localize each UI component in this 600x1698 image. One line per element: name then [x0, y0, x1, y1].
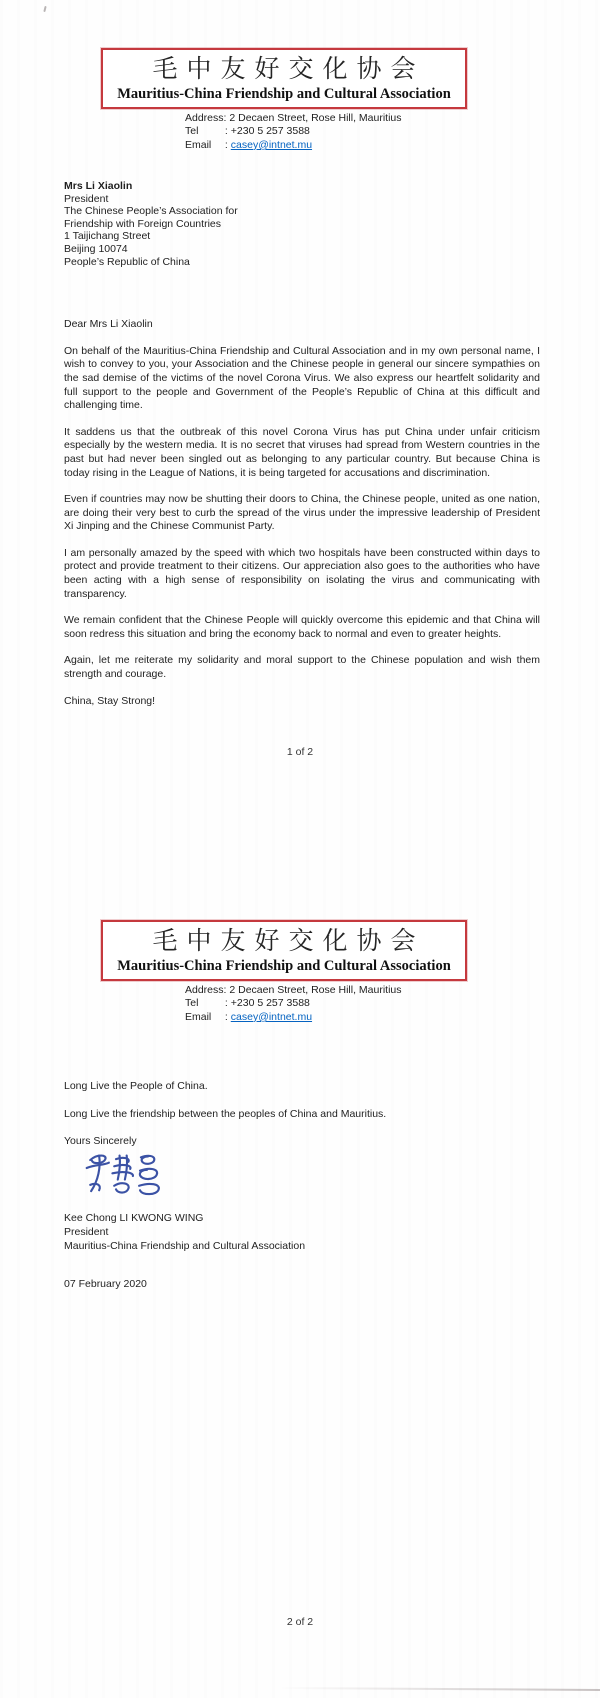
association-name-chinese: 毛中友好交化协会	[152, 927, 425, 955]
tel-value: : +230 5 257 3588	[224, 997, 310, 1010]
tel-row	[185, 997, 402, 1010]
email-row	[185, 1011, 402, 1024]
email-label: Email	[185, 1010, 212, 1023]
recipient-country: People’s Republic of China	[64, 255, 190, 268]
email-colon: :	[224, 1010, 228, 1023]
salutation: Dear Mrs Li Xiaolin	[64, 318, 153, 331]
association-letterhead	[101, 48, 467, 109]
address-row	[185, 112, 402, 125]
body-paragraph-1: On behalf of the Mauritius-China Friendship and Cultural Association and in my own personal name, I wish to convey to you, your Association and the Chinese people in general our sincere sympathies on the sad demise of the victims of the novel Corona Virus. We also express our heartfelt solidarity and full support to the people and Government of the People’s Republic of China at this difficult and challenging time.	[64, 344, 540, 412]
long-live-line-2: Long Live the friendship between the peoples of China and Mauritius.	[64, 1107, 387, 1120]
recipient-org-line-1: The Chinese People’s Association for	[64, 205, 238, 218]
page-number-1: 1 of 2	[286, 746, 314, 758]
recipient-org-line-2: Friendship with Foreign Countries	[64, 217, 221, 230]
association-name-chinese: 毛中友好交化协会	[152, 55, 425, 83]
page-number-2: 2 of 2	[286, 1616, 314, 1628]
letter-body-page-1	[64, 180, 540, 708]
email-label: Email	[185, 138, 212, 151]
address-label: Address:	[185, 984, 227, 996]
signatory-name: Kee Chong LI KWONG WING	[64, 1212, 204, 1224]
tel-label: Tel	[185, 997, 199, 1010]
recipient-title: President	[64, 192, 109, 205]
body-paragraph-4: I am personally amazed by the speed with which two hospitals have been constructed within days to protect and provide treatment to their citizens. Our appreciation also goes to the authorities who have been acting with a high sense of responsibility on isolating the virus and communicating with transparency.	[64, 546, 540, 600]
email-row	[185, 139, 402, 152]
body-paragraph-2: It saddens us that the outbreak of this novel Corona Virus has put China under unfair criticism especially by the western media. It is no secret that viruses had spread from Western countries in the past but had never been singled out as belonging to any particular country. But because China is today rising in the League of Nations, it is being targeted for accusations and discrimination.	[64, 425, 540, 479]
handwritten-signature	[84, 1146, 164, 1206]
signatory-block	[64, 1212, 305, 1253]
recipient-city: Beijing 10074	[64, 242, 128, 255]
email-colon: :	[224, 138, 228, 151]
long-live-line-1: Long Live the People of China.	[64, 1080, 208, 1092]
scan-artifact	[43, 6, 46, 12]
association-name-english: Mauritius-China Friendship and Cultural Association	[117, 958, 451, 974]
email-link[interactable]: casey@intnet.mu	[230, 1010, 313, 1023]
page-edge-shadow	[278, 1687, 600, 1691]
address-value: 2 Decaen Street, Rose Hill, Mauritius	[229, 112, 402, 124]
email-link[interactable]: casey@intnet.mu	[230, 138, 313, 151]
tel-value: : +230 5 257 3588	[224, 125, 310, 138]
signatory-title: President	[64, 1225, 109, 1238]
association-name-english: Mauritius-China Friendship and Cultural Association	[117, 86, 451, 102]
body-paragraph-5: We remain confident that the Chinese People will quickly overcome this epidemic and that China will soon redress this situation and bring the economy back to normal and even to greater heights.	[64, 614, 540, 640]
letterhead-contact-block	[185, 112, 402, 152]
recipient-address-block	[64, 180, 540, 268]
address-row	[185, 984, 402, 997]
address-label: Address:	[185, 112, 227, 124]
recipient-street: 1 Taijichang Street	[64, 230, 151, 243]
signatory-organisation: Mauritius-China Friendship and Cultural Association	[64, 1239, 306, 1252]
sign-off: Yours Sincerely	[64, 1135, 137, 1148]
body-paragraph-3: Even if countries may now be shutting their doors to China, the Chinese people, united as one nation, are doing their very best to curb the spread of the virus under the impressive leadership of President Xi Jinping and the Chinese Communist Party.	[64, 493, 540, 533]
tel-row	[185, 125, 402, 138]
closing-exclamation: China, Stay Strong!	[64, 694, 156, 707]
letterhead-contact-block	[185, 984, 402, 1024]
recipient-name: Mrs Li Xiaolin	[64, 180, 133, 192]
letter-date: 07 February 2020	[64, 1278, 147, 1290]
association-letterhead	[101, 920, 467, 981]
address-value: 2 Decaen Street, Rose Hill, Mauritius	[229, 984, 402, 996]
tel-label: Tel	[185, 125, 199, 138]
body-paragraph-6: Again, let me reiterate my solidarity and moral support to the Chinese population and wish them strength and courage.	[64, 654, 540, 681]
